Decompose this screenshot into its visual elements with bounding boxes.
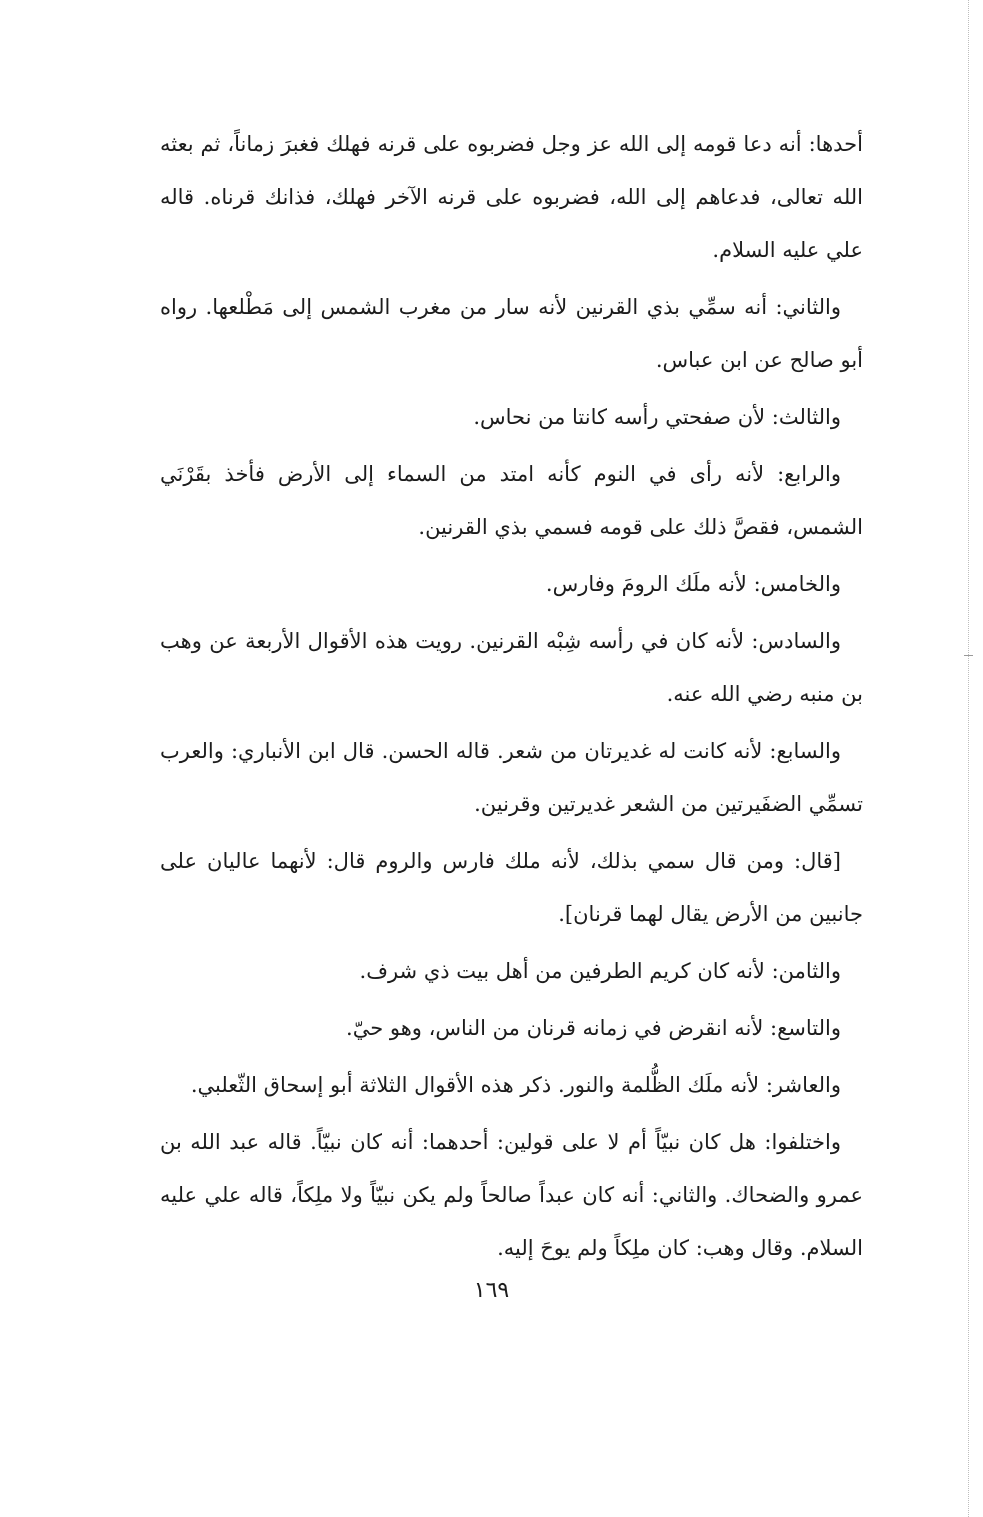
paragraph-third-opinion: والثالث: لأن صفحتي رأسه كانتا من نحاس.: [473, 405, 841, 429]
body-text: [160, 118, 863, 1279]
page-number: ١٦٩: [473, 1278, 510, 1303]
paragraph-seventh-opinion: والسابع: لأنه كانت له غديرتان من شعر. قاله الحسن. قال ابن الأنباري: والعرب تسمِّي الضفَيرتين من الشعر غديرتين وقرنين.: [160, 739, 863, 816]
paragraph-ninth-opinion: والتاسع: لأنه انقرض في زمانه قرنان من الناس، وهو حيّ.: [346, 1016, 841, 1040]
paragraph-prophethood-dispute: واختلفوا: هل كان نبيّاً أم لا على قولين: أحدهما: أنه كان نبيّاً. قاله عبد الله بن عمرو والضحاك. والثاني: أنه كان عبداً صالحاً ولم يكن نبيّاً ولا ملِكاً، قاله علي عليه السلام. وقال وهب: كان ملِكاً ولم يوحَ إليه.: [160, 1130, 863, 1260]
paragraph-fourth-opinion: والرابع: لأنه رأى في النوم كأنه امتد من السماء إلى الأرض فأخذ بقَرْنَي الشمس، فقصَّ ذلك على قومه فسمي بذي القرنين.: [160, 462, 863, 539]
paragraph-second-opinion: والثاني: أنه سمِّي بذي القرنين لأنه سار من مغرب الشمس إلى مَطْلعها. رواه أبو صالح عن ابن عباس.: [160, 295, 863, 372]
paragraph-eighth-opinion: والثامن: لأنه كان كريم الطرفين من أهل بيت ذي شرف.: [359, 959, 841, 983]
scan-edge-mark: [964, 655, 973, 656]
paragraph-first-opinion: أحدها: أنه دعا قومه إلى الله عز وجل فضربوه على قرنه فهلك فغبرَ زماناً، ثم بعثه الله تعالى، فدعاهم إلى الله، فضربوه على قرنه الآخر فهلك، فذانك قرناه. قاله علي عليه السلام.: [160, 132, 863, 262]
paragraph-fifth-opinion: والخامس: لأنه ملَك الرومَ وفارس.: [545, 572, 841, 596]
paragraph-tenth-opinion: والعاشر: لأنه ملَك الظُّلمة والنور. ذكر هذه الأقوال الثلاثة أبو إسحاق الثّعلبي.: [190, 1073, 841, 1097]
paragraph-bracketed-note: [قال: ومن قال سمي بذلك، لأنه ملك فارس والروم قال: لأنهما عاليان على جانبين من الأرض يقال لهما قرنان].: [160, 849, 863, 926]
paragraph-sixth-opinion: والسادس: لأنه كان في رأسه شِبْه القرنين. رويت هذه الأقوال الأربعة عن وهب بن منبه رضي الله عنه.: [160, 629, 863, 706]
